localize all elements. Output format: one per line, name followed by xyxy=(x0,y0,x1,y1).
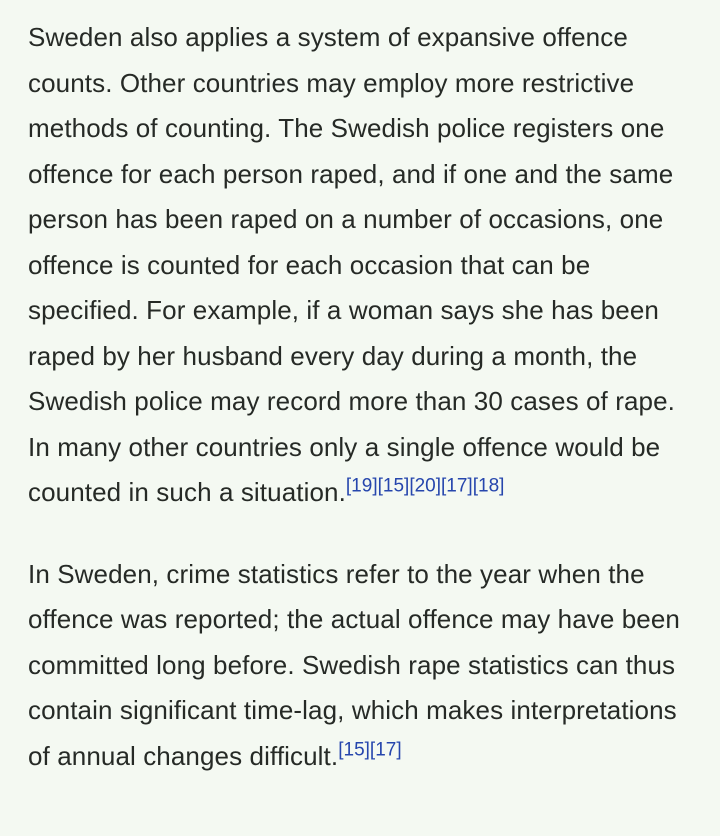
article-paragraph xyxy=(28,552,694,780)
citation-link[interactable]: [15] xyxy=(377,475,410,497)
citation-link[interactable]: [15] xyxy=(338,738,370,760)
citation-link[interactable]: [17] xyxy=(369,738,402,760)
citation-link[interactable]: [19] xyxy=(345,475,378,497)
article-paragraph xyxy=(28,15,694,516)
citation-group xyxy=(346,475,505,496)
citation-link[interactable]: [17] xyxy=(441,475,473,497)
paragraph-text: Sweden also applies a system of expansive offence counts. Other countries may employ more restrictive methods of counting. The Swedish police registers one offence for each person raped, and if one and the same person has been raped on a number of occasions, one offence is counted for each occasion that can be specified. For example, if a woman says she has been raped by her husband every day during a month, the Swedish police may record more than 30 cases of rape. In many other countries only a single offence would be counted in such a situation. xyxy=(28,22,675,507)
citation-group xyxy=(338,739,401,760)
citation-link[interactable]: [20] xyxy=(409,475,442,497)
paragraph-text: In Sweden, crime statistics refer to the year when the offence was reported; the actual offence may have been committed long before. Swedish rape statistics can thus contain significant time-lag, which makes interpretations of annual changes difficult. xyxy=(28,558,680,771)
citation-link[interactable]: [18] xyxy=(472,475,505,497)
